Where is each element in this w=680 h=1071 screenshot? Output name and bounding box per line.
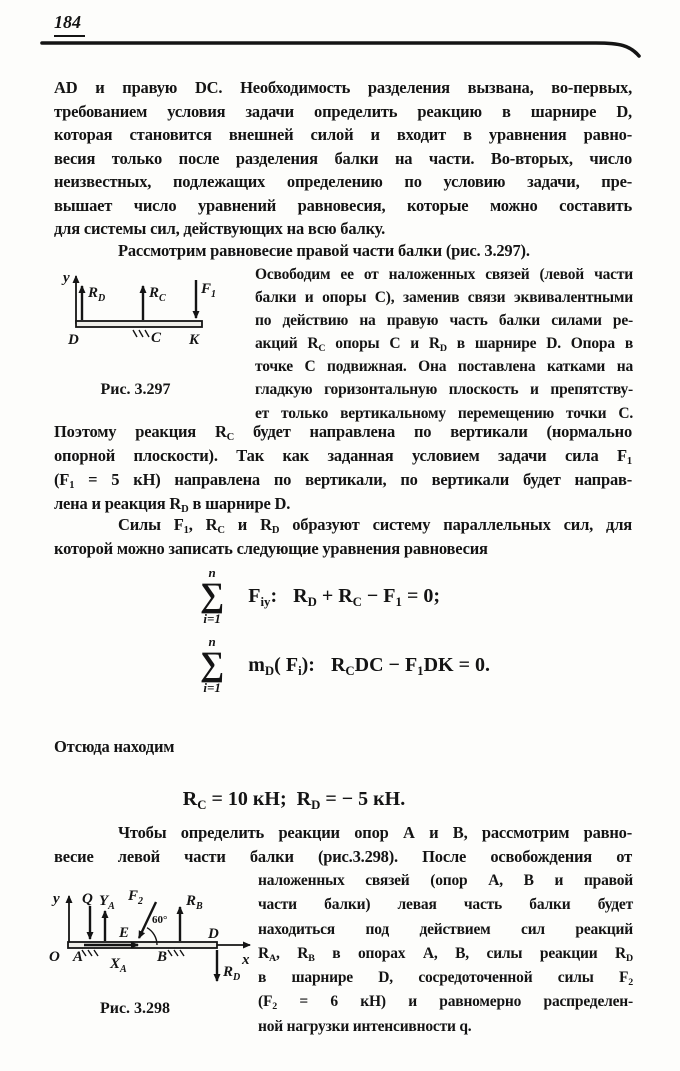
force-rc-label: $R_C$	[149, 285, 166, 304]
point-a-label: A	[73, 949, 84, 965]
text-line: Силы $F_1$, $R_C$ и $R_D$ образуют систему параллельных сил, для	[118, 515, 632, 537]
force-xa-label: $X_A$	[110, 956, 127, 975]
text-line: по действию на правую часть балки силами ре-	[255, 312, 633, 330]
equation-2-label: $m_D$( $F_i$):	[248, 653, 315, 678]
force-f2-label: $F_2$	[128, 888, 144, 907]
y-axis	[51, 891, 69, 944]
text-line: ной нагрузки интенсивности q.	[258, 1017, 472, 1035]
text-line: вышает число уравнений равновесия, которые можно составить	[54, 195, 632, 215]
summation-symbol	[200, 566, 224, 626]
summation-symbol	[200, 635, 224, 695]
force-rb-arrow	[180, 893, 203, 941]
text-line: весия только после разделения балки на части. Во-вторых, число	[54, 148, 632, 168]
figure-3-298-caption: Рис. 3.298	[99, 1000, 171, 1017]
result-values: $R_C = 10$ кН; $R_D$ = − 5 кН.	[182, 788, 406, 812]
equilibrium-equations	[200, 566, 490, 704]
force-q-label: Q	[82, 891, 93, 907]
axis-x-label: x	[242, 952, 250, 968]
support-b-hatch	[168, 950, 184, 956]
text-line: лена и реакция $R_D$ в шарнире D.	[54, 494, 291, 516]
figure-3-298	[40, 884, 260, 999]
angle-60-arc	[147, 914, 167, 945]
force-f1-label: $F_1$	[201, 281, 217, 300]
page-number: 184	[54, 12, 85, 37]
force-rc-arrow	[143, 285, 166, 320]
text-line: требованием условия задачи определить реакцию в шарнире D,	[54, 101, 632, 121]
angle-label: 60°	[152, 914, 168, 926]
text-line: $R_A$, $R_B$ в опорах А, В, силы реакции $R_D$	[258, 944, 634, 964]
force-q-arrow	[82, 891, 93, 939]
force-rb-label: $R_B$	[186, 893, 203, 912]
text-line: находиться под действием сил реакций	[258, 920, 633, 938]
text-line: балки и опоры С), заменив связи эквивалентными	[255, 289, 633, 307]
sigma-glyph: ∑	[200, 646, 225, 683]
sum-lower-limit: i=1	[203, 680, 221, 695]
force-ya-arrow	[99, 893, 115, 941]
text-line: весие левой части балки (рис.3.298). После освобождения от	[54, 847, 632, 866]
text-line: ет только вертикальному перемещению точки С.	[255, 404, 633, 422]
text-line: опорной плоскости). Так как заданная условием задачи сила $F_1$	[54, 446, 632, 468]
support-a-hatch	[82, 950, 98, 956]
sum-upper-limit: n	[208, 634, 216, 649]
text-line: точке С подвижная. Она поставлена катками на	[255, 358, 633, 376]
paragraph-4	[54, 513, 632, 561]
figure-3-297-caption: Рис. 3.297	[100, 381, 171, 398]
equation-1-body: $R_D + R_C - F_1 = 0$;	[293, 584, 440, 609]
text-line: ($F_1 = 5$ кН) направлена по вертикали, по вертикали будет направ-	[54, 470, 632, 492]
figure-3-297	[48, 266, 223, 366]
text-line: неизвестных, подлежащих определению по условию задачи, пре-	[54, 172, 632, 191]
x-axis	[217, 945, 250, 968]
conclusion-intro: Отсюда находим	[54, 737, 175, 756]
text-line: AD и правую DC. Необходимость разделения вызвана, во-первых,	[54, 78, 632, 97]
point-d-label: D	[208, 926, 219, 942]
y-axis	[61, 270, 76, 324]
text-line: акций $R_C$ опоры С и $R_D$ в шарнире D. Опора в	[255, 335, 633, 355]
force-rd-arrow	[217, 950, 240, 983]
text-line: которая становится внешней силой и входит в уравнения равно-	[54, 125, 632, 144]
text-line: в шарнире D, сосредоточенной силы $F_2$	[258, 969, 633, 989]
text-line: гладкую горизонтальную плоскость и препятству-	[255, 381, 633, 399]
equation-2-body: $R_CDC - F_1DK = 0$.	[330, 653, 490, 678]
axis-y-label: y	[63, 270, 70, 286]
point-b-label: B	[157, 949, 168, 965]
beam	[76, 321, 202, 327]
equation-1-label: $F_{iy}$:	[248, 584, 278, 609]
text-line: Освободим ее от наложенных связей (левой части	[255, 266, 633, 283]
text-line: Чтобы определить реакции опор А и В, рассмотрим равно-	[118, 823, 632, 842]
paragraph-5-wrap	[258, 869, 633, 1039]
force-rd-label: $R_D$	[88, 285, 106, 304]
sum-upper-limit: n	[208, 565, 216, 580]
paragraph-1	[54, 76, 632, 241]
force-rd-arrow	[82, 285, 105, 320]
equation-2	[200, 635, 490, 695]
sum-lower-limit: i=1	[203, 611, 221, 626]
equation-1	[200, 566, 490, 626]
force-f1-arrow	[196, 280, 216, 318]
origin-label: O	[49, 949, 60, 965]
text-line: части балки) левая часть балки будет	[258, 896, 633, 914]
paragraph-3	[54, 420, 632, 516]
force-ya-label: $Y_A$	[99, 893, 115, 912]
support-c-hatch	[133, 330, 149, 337]
text-line: Поэтому реакция $R_C$ будет направлена по вертикали (нормально	[54, 422, 632, 444]
text-line: которой можно записать следующие уравнения равновесия	[54, 539, 488, 558]
sigma-glyph: ∑	[200, 577, 225, 614]
point-c-label: C	[151, 330, 162, 346]
point-d-label: D	[68, 332, 79, 348]
point-k-label: K	[189, 332, 200, 348]
force-xa-arrow	[84, 945, 138, 975]
paragraph-2-intro: Рассмотрим равновесие правой части балки (рис. 3.297).	[118, 241, 530, 260]
paragraph-5	[54, 821, 632, 869]
text-line: ($F_2 = 6$ кН) и равномерно распределен-	[258, 993, 633, 1013]
text-line: наложенных связей (опор А, В и правой	[258, 872, 633, 889]
paragraph-2-wrap	[255, 263, 633, 425]
axis-y-label: y	[53, 891, 60, 907]
point-e-label: E	[119, 925, 130, 941]
force-rd-label: $R_D$	[223, 964, 241, 983]
text-line: для системы сил, действующих на всю балку.	[54, 219, 385, 238]
header-rule	[0, 0, 680, 62]
